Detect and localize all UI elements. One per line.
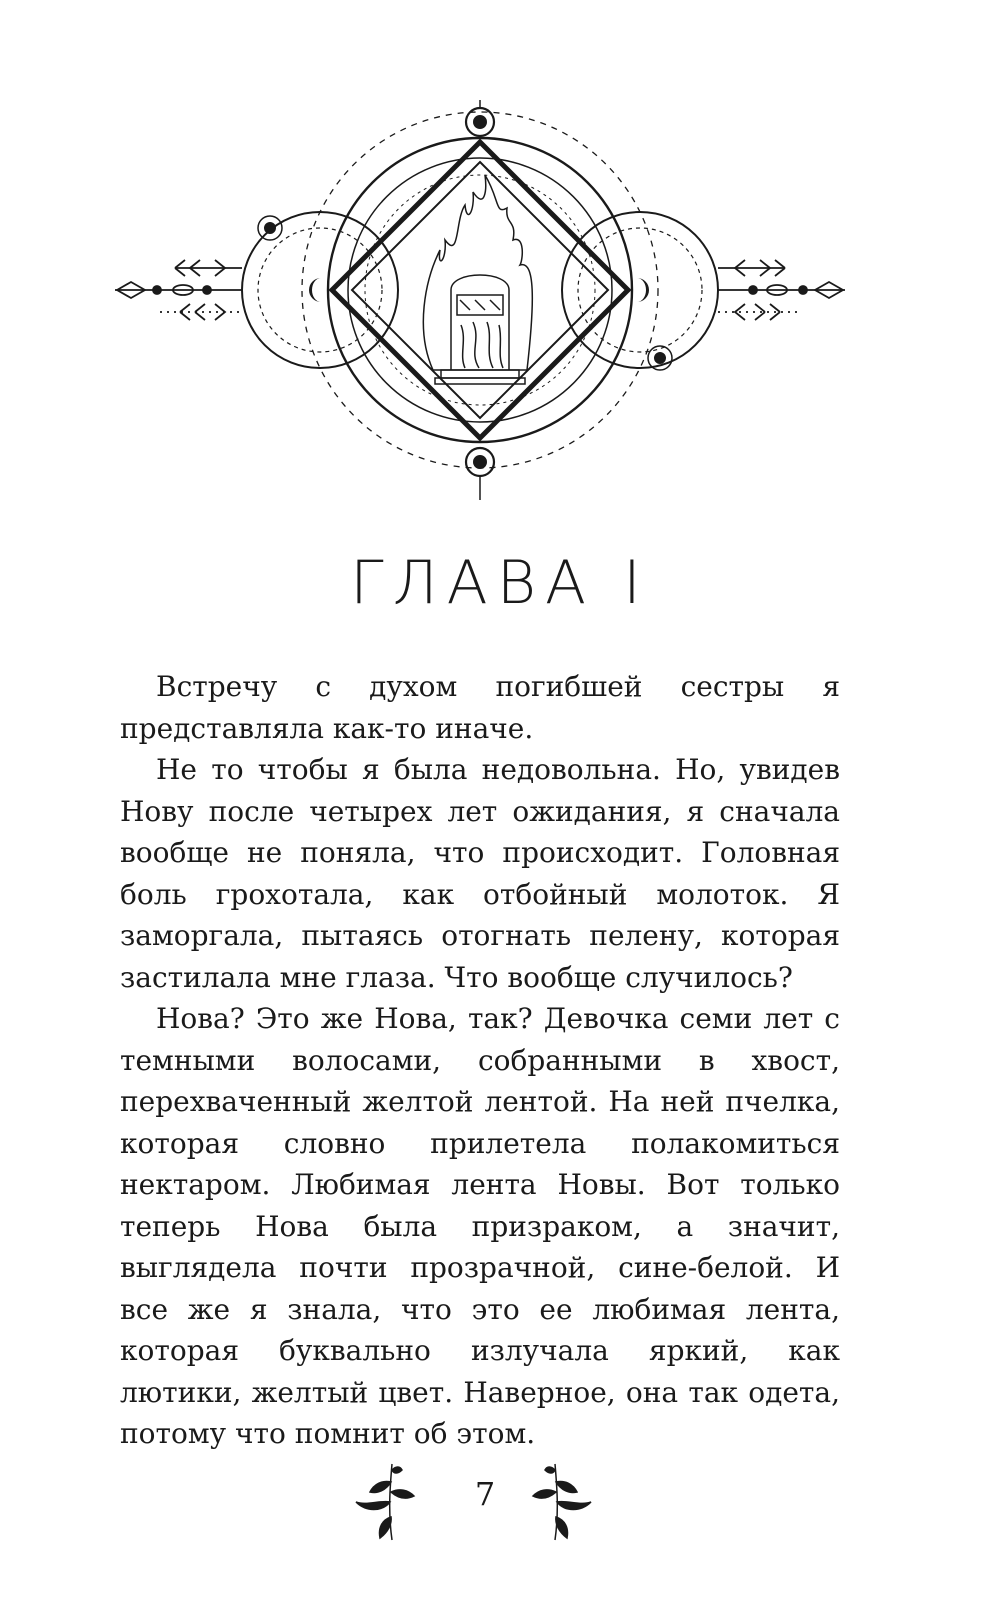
outer-circle [328,138,632,442]
right-moon-circle [562,212,718,368]
inner-circle [348,158,612,422]
outer-diamond [332,142,628,438]
chapter-emblem [115,100,845,500]
left-crescent-icon [309,278,321,302]
right-arrow-ornament [718,260,845,320]
paragraph: Не то чтобы я была недовольна. Но, увидев Нову после четырех лет ожидания, я сначала вообще не поняла, что происходит. Головная боль грохотала, как отбойный молоток. Я заморгала, пытаясь отогнать пелену, которая застилала мне глаза. Что вообще случилось? [120,753,840,994]
right-crescent-icon [637,278,649,302]
body-text [120,666,840,1455]
page-footer [0,1462,1000,1552]
left-moon-circle [242,212,398,368]
leaf-sprig-icon [352,1462,422,1542]
inner-diamond [352,162,608,418]
dashed-outer-circle [302,112,658,468]
leaf-sprig-icon [525,1462,595,1542]
paragraph: Встречу с духом погибшей сестры я представляла как-то иначе. [120,670,840,745]
paragraph: Нова? Это же Нова, так? Девочка семи лет с темными волосами, собранными в хвост, перехваченный желтой лентой. На ней пчелка, которая словно прилетела полакомиться нектаром. Любимая лента Новы. Вот только теперь Нова была призраком, а значит, выглядела почти прозрачной, сине-белой. И все же я знала, что это ее любимая лента, которая буквально излучала яркий, как лютики, желтый цвет. Наверное, она так одета, потому что помнит об этом. [120,1002,840,1450]
page-number: 7 [474,1475,496,1513]
chapter-title: ГЛАВА I [350,548,650,618]
burning-door-icon [423,175,532,384]
left-arrow-ornament [115,260,242,320]
